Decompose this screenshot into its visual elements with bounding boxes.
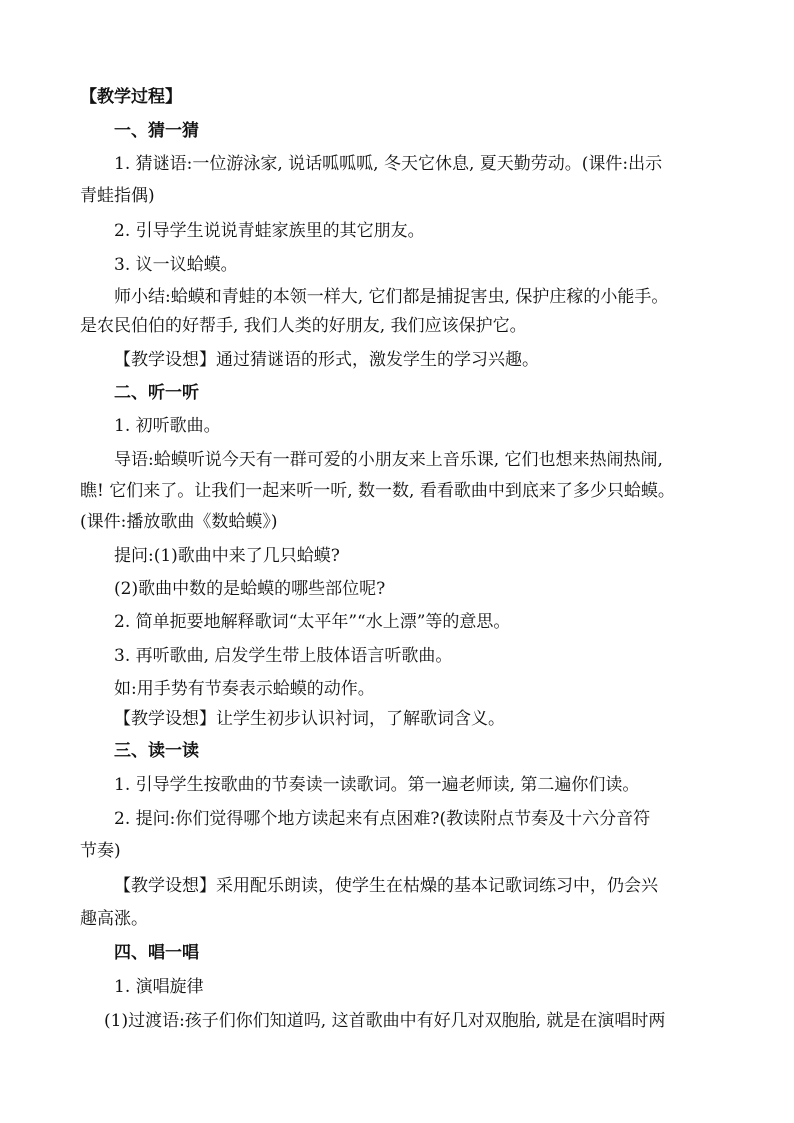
paragraph-line: 1. 初听歌曲。: [114, 416, 221, 436]
heading-read: 三、读一读: [114, 741, 199, 761]
paragraph-line: 导语:蛤蟆听说今天有一群可爱的小朋友来上音乐课, 它们也想来热闹热闹,: [114, 450, 663, 470]
paragraph-line: 1. 引导学生按歌曲的节奏读一读歌词。第一遍老师读, 第二遍你们读。: [114, 775, 640, 795]
paragraph-line: (1)过渡语:孩子们你们知道吗, 这首歌曲中有好几对双胞胎, 就是在演唱时两: [104, 1011, 666, 1031]
paragraph-line: 1. 猜谜语:一位游泳家, 说话呱呱呱, 冬天它休息, 夏天勤劳动。(课件:出示: [114, 154, 663, 174]
paragraph-line: 青蛙指偶): [80, 186, 155, 206]
paragraph-line: (课件:播放歌曲《数蛤蟆》): [80, 512, 278, 532]
paragraph-line: 2. 简单扼要地解释歌词“太平年”“水上漂”等的意思。: [114, 612, 511, 632]
heading-sing: 四、唱一唱: [114, 943, 199, 963]
section-heading-teaching-process: 【教学过程】: [80, 87, 182, 107]
heading-guess: 一、猜一猜: [114, 121, 199, 141]
paragraph-line: 2. 提问:你们觉得哪个地方读起来有点困难?(教读附点节奏及十六分音符: [114, 809, 651, 829]
paragraph-line: 1. 演唱旋律: [114, 977, 204, 997]
design-note: 【教学设想】让学生初步认识衬词，了解歌词含义。: [114, 709, 505, 729]
paragraph-line: 节奏): [80, 841, 121, 861]
paragraph-line: 如:用手势有节奏表示蛤蟆的动作。: [114, 679, 375, 699]
paragraph-line: 2. 引导学生说说青蛙家族里的其它朋友。: [114, 221, 425, 241]
paragraph-line: 提问:(1)歌曲中来了几只蛤蟆?: [114, 546, 340, 566]
heading-listen: 二、听一听: [114, 383, 199, 403]
design-note: 【教学设想】通过猜谜语的形式，激发学生的学习兴趣。: [114, 350, 539, 370]
paragraph-line: (2)歌曲中数的是蛤蟆的哪些部位呢?: [114, 579, 386, 599]
paragraph-line: 瞧! 它们来了。让我们一起来听一听, 数一数, 看看歌曲中到底来了多少只蛤蟆。: [80, 481, 675, 501]
design-note: 【教学设想】采用配乐朗读，使学生在枯燥的基本记歌词练习中，仍会兴: [114, 876, 658, 896]
paragraph-line: 趣高涨。: [80, 909, 148, 929]
paragraph-line: 师小结:蛤蟆和青蛙的本领一样大, 它们都是捕捉害虫, 保护庄稼的小能手。: [114, 287, 669, 307]
paragraph-line: 3. 议一议蛤蟆。: [114, 255, 238, 275]
paragraph-line: 3. 再听歌曲, 启发学生带上肢体语言听歌曲。: [114, 646, 453, 666]
paragraph-line: 是农民伯伯的好帮手, 我们人类的好朋友, 我们应该保护它。: [80, 316, 527, 336]
